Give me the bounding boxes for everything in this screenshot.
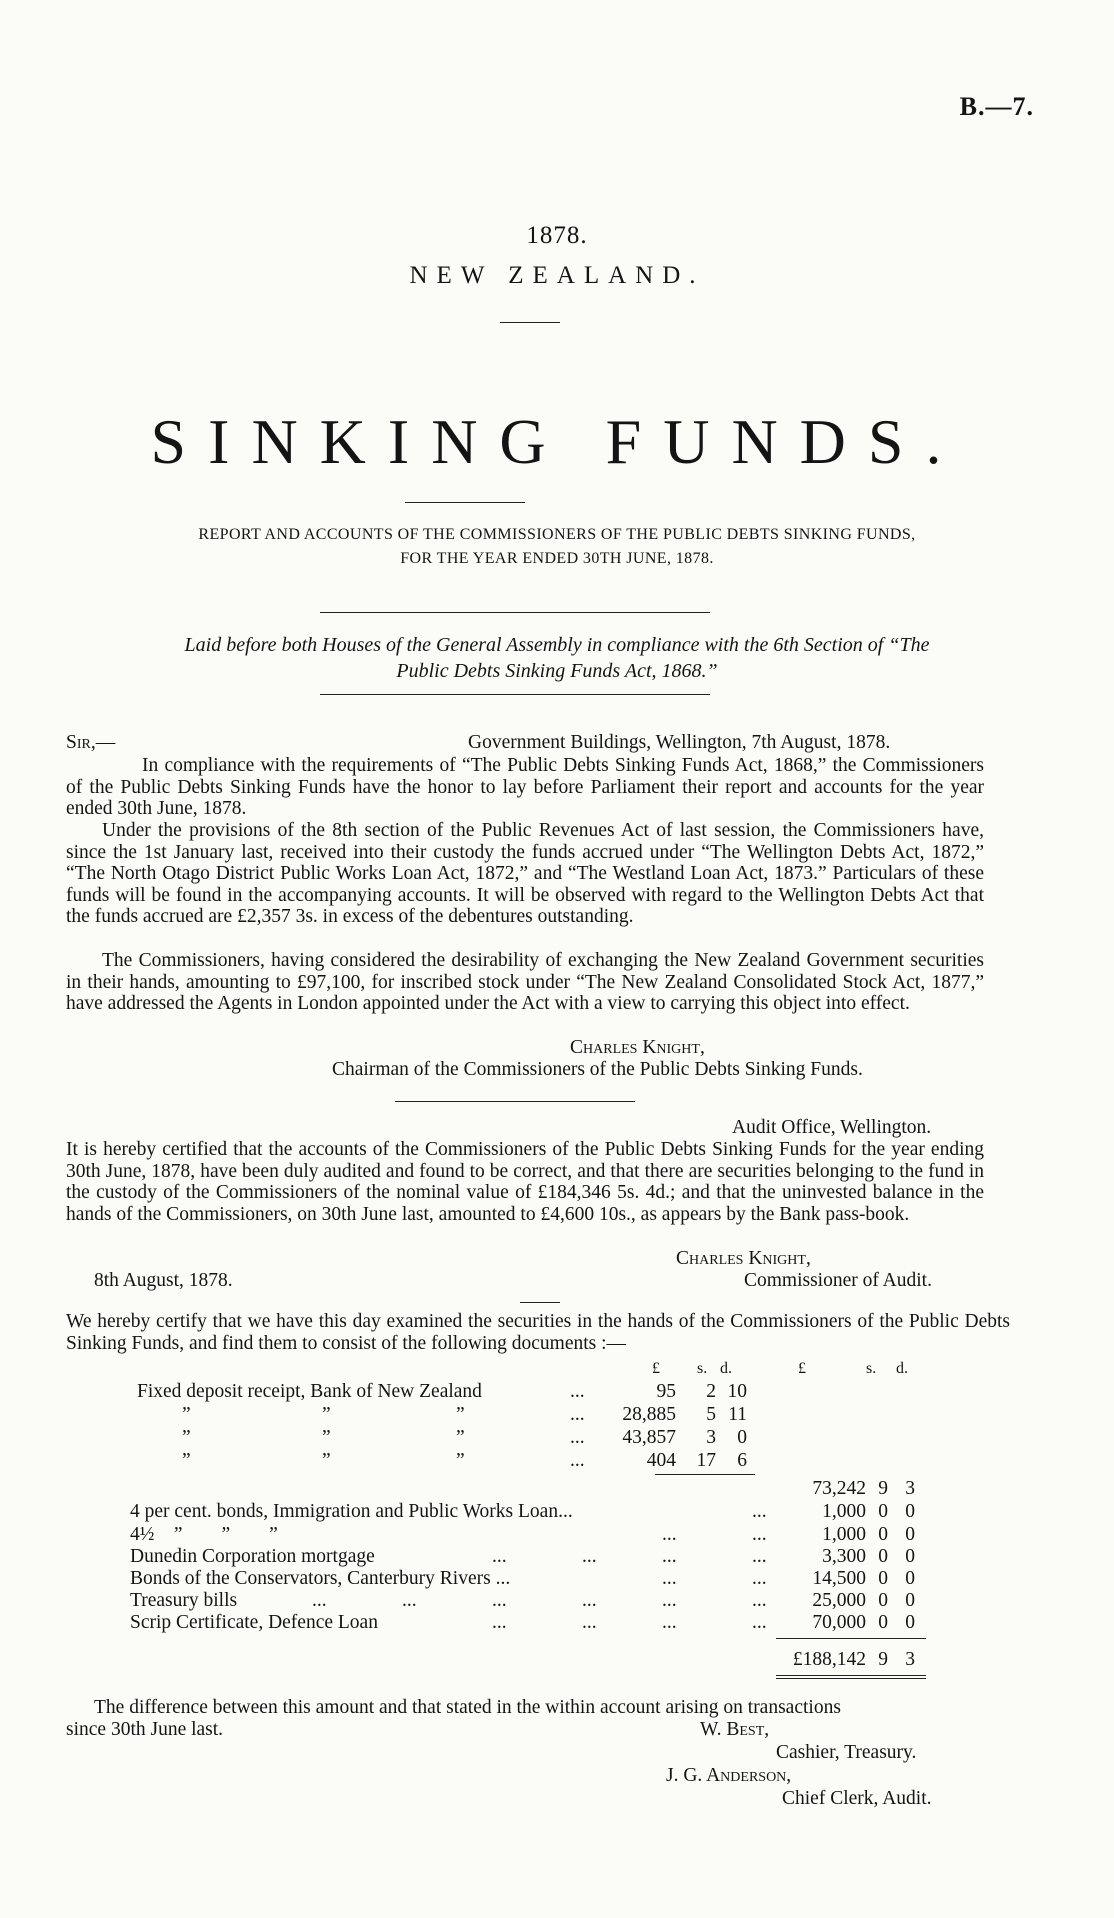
deposit-pounds: 28,885 (622, 1404, 676, 1425)
letter-paragraph: In compliance with the requirements of “The Public Debts Sinking Funds Act, 1868,” the Commissioners of the Public Debts Sinking Funds have the honor to lay before Parliament their report and accounts for the year ended 30th June, 1878. (66, 755, 984, 819)
leader-dots: ... (402, 1590, 417, 1611)
security-shillings: 0 (878, 1568, 888, 1589)
leader-dots: ... (752, 1612, 767, 1633)
page-reference: B.—7. (959, 92, 1034, 121)
divider (405, 502, 525, 503)
country-heading: NEW ZEALAND. (409, 262, 705, 289)
letter-paragraph: Under the provisions of the 8th section of the Public Revenues Act of last session, the Commissioners have, since the 1st January last, received into their custody the funds accrued under “The Wellington Debts Act, 1872,” “The North Otago District Public Works Loan Act, 1872,” and “The Westland Loan Act, 1873.” Particulars of these funds will be found in the accompanying accounts. It will be observed with regard to the Wellington Debts Act that the funds accrued are £2,357 3s. in excess of the debentures outstanding. (66, 820, 984, 927)
grand-total-shillings: 9 (878, 1649, 888, 1670)
security-shillings: 0 (878, 1612, 888, 1633)
page-title: SINKING FUNDS. (150, 406, 964, 477)
leader-dots: ... (492, 1546, 507, 1567)
leader-dots: ... (570, 1427, 585, 1448)
divider (500, 322, 560, 323)
deposit-pence: 6 (737, 1450, 747, 1471)
signer-name: W. Best, (700, 1719, 770, 1740)
total-rule (776, 1638, 926, 1639)
security-label: Dunedin Corporation mortgage (130, 1546, 375, 1567)
audit-place: Audit Office, Wellington. (732, 1117, 932, 1138)
leader-dots: ... (570, 1381, 585, 1402)
divider (320, 694, 710, 695)
column-header-pence: d. (896, 1360, 908, 1377)
difference-note: since 30th June last. (66, 1719, 224, 1740)
leader-dots: ... (570, 1404, 585, 1425)
deposit-pence: 10 (727, 1381, 747, 1402)
letter-address: Government Buildings, Wellington, 7th August, 1878. (468, 732, 891, 753)
securities-intro: We hereby certify that we have this day examined the securities in the hands of the Commissioners of the Public Debts Sinking Funds, and find them to consist of the following documents :— (66, 1311, 1010, 1354)
laid-line: Laid before both Houses of the General Assembly in compliance with the 6th Section of “The (184, 634, 930, 656)
leader-dots: ... (662, 1612, 677, 1633)
subtotal-rule (655, 1474, 755, 1475)
subtitle-line: REPORT AND ACCOUNTS OF THE COMMISSIONERS OF THE PUBLIC DEBTS SINKING FUNDS, (198, 526, 916, 543)
leader-dots: ... (662, 1590, 677, 1611)
letter-salutation: Sir,— (66, 732, 116, 753)
document-year: 1878. (526, 222, 588, 249)
signer-title: Chief Clerk, Audit. (782, 1788, 932, 1809)
deposit-pounds: 404 (646, 1450, 676, 1471)
leader-dots: ... (662, 1524, 677, 1545)
deposit-shillings: 5 (706, 1404, 716, 1425)
divider (395, 1101, 635, 1102)
difference-note: The difference between this amount and that stated in the within account arising on transactions (94, 1697, 841, 1718)
audit-certificate: It is hereby certified that the accounts of the Commissioners of the Public Debts Sinking Funds for the year ending 30th June, 1878, have been duly audited and found to be correct, and that there are securities belonging to the fund in the custody of the Commissioners of the nominal value of £184,346 5s. 4d.; and that the uninvested balance in the hands of the Commissioners, on 30th June last, amounted to £4,600 10s., as appears by the Bank pass-book. (66, 1139, 984, 1225)
laid-before-note (90, 632, 1024, 684)
security-pence: 0 (905, 1568, 915, 1589)
deposit-pounds: 43,857 (622, 1427, 676, 1448)
ditto-mark: ” (456, 1427, 465, 1448)
leader-dots: ... (752, 1501, 767, 1522)
ditto-mark: ” (322, 1427, 331, 1448)
divider (520, 1302, 560, 1303)
security-shillings: 0 (878, 1590, 888, 1611)
grand-total-pence: 3 (905, 1649, 915, 1670)
security-pence: 0 (905, 1612, 915, 1633)
deposit-shillings: 3 (706, 1427, 716, 1448)
report-subtitle (60, 523, 1054, 571)
leader-dots: ... (662, 1546, 677, 1567)
security-shillings: 0 (878, 1546, 888, 1567)
deposit-pence: 0 (737, 1427, 747, 1448)
divider (320, 612, 710, 613)
security-pence: 0 (905, 1524, 915, 1545)
column-header-pounds: £ (652, 1360, 660, 1377)
deposits-total-pounds: 73,242 (812, 1478, 866, 1499)
security-pounds: 1,000 (822, 1501, 866, 1522)
deposit-shillings: 17 (696, 1450, 716, 1471)
ditto-mark: ” (456, 1404, 465, 1425)
security-pounds: 1,000 (822, 1524, 866, 1545)
security-label: Bonds of the Conservators, Canterbury Rivers ... (130, 1568, 511, 1589)
subtitle-line: FOR THE YEAR ENDED 30TH JUNE, 1878. (400, 550, 714, 567)
ditto-mark: ” (182, 1427, 191, 1448)
column-header-shillings: s. (866, 1360, 877, 1377)
security-shillings: 0 (878, 1524, 888, 1545)
security-pence: 0 (905, 1546, 915, 1567)
total-double-rule (776, 1675, 926, 1676)
deposits-total-shillings: 9 (878, 1478, 888, 1499)
letter-signatory-title: Chairman of the Commissioners of the Public Debts Sinking Funds. (332, 1059, 863, 1080)
leader-dots: ... (752, 1524, 767, 1545)
security-pence: 0 (905, 1501, 915, 1522)
security-pounds: 14,500 (812, 1568, 866, 1589)
letter-signatory: Charles Knight, (570, 1037, 705, 1058)
security-pence: 0 (905, 1590, 915, 1611)
leader-dots: ... (582, 1546, 597, 1567)
security-label: Treasury bills (130, 1590, 238, 1611)
deposit-shillings: 2 (706, 1381, 716, 1402)
audit-signatory-title: Commissioner of Audit. (744, 1270, 932, 1291)
leader-dots: ... (582, 1612, 597, 1633)
security-label: Scrip Certificate, Defence Loan (130, 1612, 378, 1633)
leader-dots: ... (752, 1590, 767, 1611)
security-pounds: 3,300 (822, 1546, 866, 1567)
security-shillings: 0 (878, 1501, 888, 1522)
security-label: 4½ ” ” ” (130, 1524, 278, 1545)
ditto-mark: ” (182, 1450, 191, 1471)
signer-name: J. G. Anderson, (666, 1765, 792, 1786)
ditto-mark: ” (322, 1450, 331, 1471)
laid-line: Public Debts Sinking Funds Act, 1868.” (396, 660, 718, 682)
letter-paragraph: The Commissioners, having considered the desirability of exchanging the New Zealand Government securities in their hands, amounting to £97,100, for inscribed stock under “The New Zealand Consolidated Stock Act, 1877,” have addressed the Agents in London appointed under the Act with a view to carrying this object into effect. (66, 950, 984, 1014)
ditto-mark: ” (182, 1404, 191, 1425)
ditto-mark: ” (456, 1450, 465, 1471)
leader-dots: ... (752, 1546, 767, 1567)
leader-dots: ... (492, 1612, 507, 1633)
signer-title: Cashier, Treasury. (776, 1742, 917, 1763)
column-header-pence: d. (720, 1360, 732, 1377)
security-pounds: 25,000 (812, 1590, 866, 1611)
leader-dots: ... (492, 1590, 507, 1611)
audit-date: 8th August, 1878. (94, 1270, 233, 1291)
grand-total-pounds: £188,142 (792, 1649, 866, 1670)
deposit-pence: 11 (728, 1404, 747, 1425)
leader-dots: ... (570, 1450, 585, 1471)
leader-dots: ... (312, 1590, 327, 1611)
deposit-pounds: 95 (656, 1381, 676, 1402)
column-header-pounds: £ (798, 1360, 806, 1377)
leader-dots: ... (582, 1590, 597, 1611)
security-label: 4 per cent. bonds, Immigration and Public Works Loan... (130, 1501, 573, 1522)
total-double-rule (776, 1678, 926, 1679)
deposit-label: Fixed deposit receipt, Bank of New Zealand (137, 1381, 482, 1402)
leader-dots: ... (752, 1568, 767, 1589)
column-header-shillings: s. (697, 1360, 708, 1377)
audit-signatory: Charles Knight, (676, 1248, 811, 1269)
leader-dots: ... (662, 1568, 677, 1589)
deposits-total-pence: 3 (905, 1478, 915, 1499)
security-pounds: 70,000 (812, 1612, 866, 1633)
ditto-mark: ” (322, 1404, 331, 1425)
